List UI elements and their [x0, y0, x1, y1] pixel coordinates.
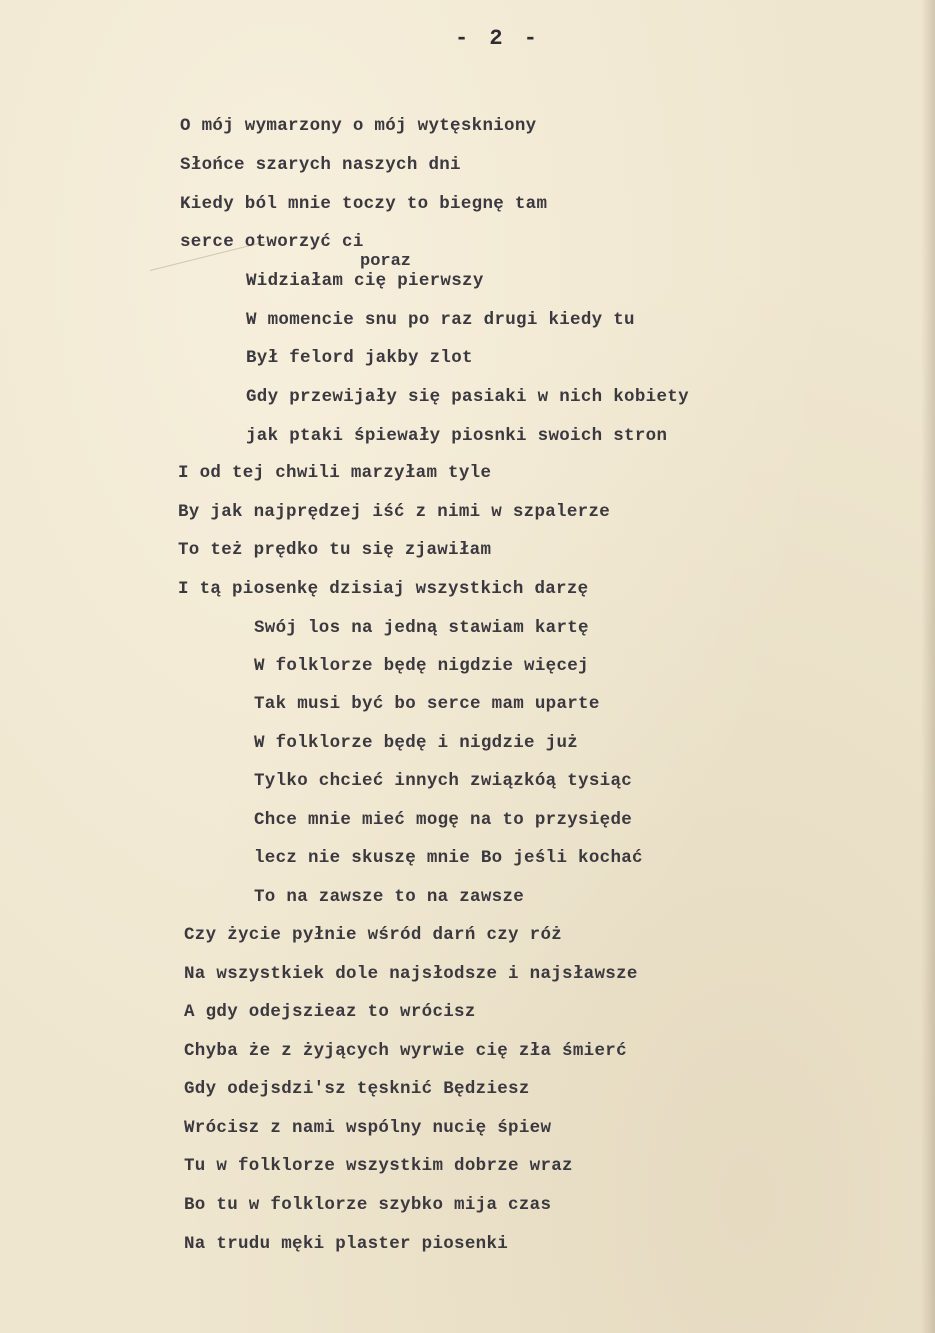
- lyric-line-15: W folklorze będę nigdzie więcej: [254, 656, 589, 676]
- lyric-line-24: A gdy odejszieaz to wrócisz: [184, 1002, 476, 1022]
- lyric-line-10: I od tej chwili marzyłam tyle: [178, 463, 492, 483]
- lyric-line-21: To na zawsze to na zawsze: [254, 887, 525, 907]
- page-number: - 2 -: [455, 26, 542, 51]
- lyric-line-20: lecz nie skuszę mnie Bo jeśli kochać: [254, 848, 643, 868]
- lyric-line-18: Tylko chcieć innych związkóą tysiąc: [254, 771, 633, 791]
- lyric-line-19: Chce mnie mieć mogę na to przysięde: [254, 810, 633, 830]
- lyric-line-25: Chyba że z żyjących wyrwie cię zła śmierć: [184, 1041, 627, 1061]
- lyric-line-29: Bo tu w folklorze szybko mija czas: [184, 1195, 552, 1215]
- lyric-line-13: I tą piosenkę dzisiaj wszystkich darzę: [178, 579, 589, 599]
- lyric-line-2: Słońce szarych naszych dni: [180, 155, 461, 175]
- lyric-line-30: Na trudu męki plaster piosenki: [184, 1234, 509, 1254]
- lyric-line-12: To też prędko tu się zjawiłam: [178, 540, 492, 560]
- lyric-line-4: serce otworzyć ci: [180, 232, 364, 252]
- lyric-line-14: Swój los na jedną stawiam kartę: [254, 618, 589, 638]
- lyric-line-3: Kiedy ból mnie toczy to biegnę tam: [180, 194, 548, 214]
- lyric-line-22: Czy życie pyłnie wśród darń czy róż: [184, 925, 563, 945]
- lyric-line-7: Był felord jakby zlot: [246, 348, 473, 368]
- lyric-line-5: Widziałam cię pierwszy: [246, 271, 484, 291]
- lyric-line-6: W momencie snu po raz drugi kiedy tu: [246, 310, 635, 330]
- lyric-line-17: W folklorze będę i nigdzie już: [254, 733, 579, 753]
- lyric-line-8: Gdy przewijały się pasiaki w nich kobiety: [246, 387, 689, 407]
- lyric-line-1: O mój wymarzony o mój wytęskniony: [180, 116, 537, 136]
- lyric-line-16: Tak musi być bo serce mam uparte: [254, 694, 600, 714]
- lyric-line-27: Wrócisz z nami wspólny nucię śpiew: [184, 1118, 552, 1138]
- handwritten-insertion: poraz: [360, 252, 412, 271]
- lyric-line-23: Na wszystkiek dole najsłodsze i najsławsze: [184, 964, 638, 984]
- lyric-line-28: Tu w folklorze wszystkim dobrze wraz: [184, 1156, 573, 1176]
- lyric-line-9: jak ptaki śpiewały piosnki swoich stron: [246, 426, 668, 446]
- paper-edge-shadow: [921, 0, 935, 1333]
- lyric-line-26: Gdy odejsdzi'sz tęsknić Będziesz: [184, 1079, 530, 1099]
- lyric-line-11: By jak najprędzej iść z nimi w szpalerze: [178, 502, 611, 522]
